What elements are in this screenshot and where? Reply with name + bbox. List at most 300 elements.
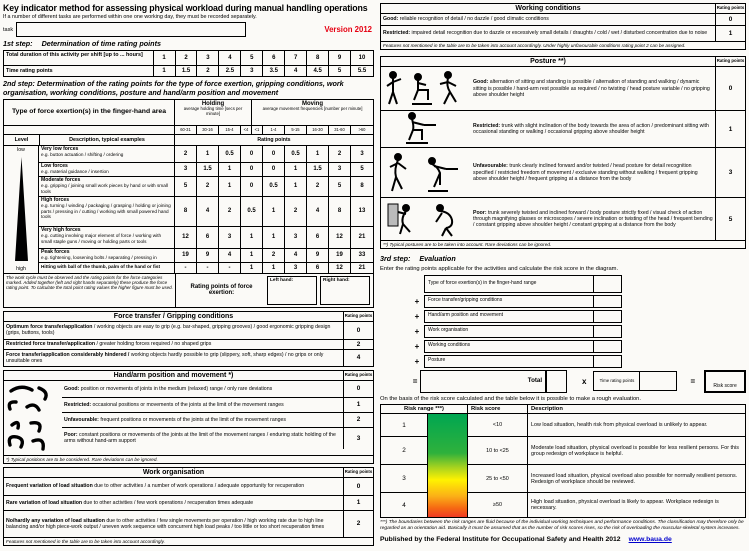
force-table-header bbox=[4, 100, 373, 145]
risk-score-cell: 25 to <50 bbox=[467, 464, 527, 492]
workcond-footnote: Features not mentioned in the table are to be taken into account accordingly. Under highly unfavourable conditions rating point 2 can be assigned. bbox=[381, 41, 745, 49]
diagram-row-label: Force transfer/gripping conditions bbox=[424, 295, 594, 308]
force-row-example: e.g. turning / winding / packaging / grasping / holding or joining parts / pressing in / cutting / working with small powered hand tools bbox=[41, 203, 171, 219]
rating-cell: 12 bbox=[175, 227, 197, 248]
rating-cell: - bbox=[197, 263, 219, 273]
rating-cell: 0 bbox=[715, 67, 745, 110]
table-row bbox=[62, 381, 373, 397]
task-row bbox=[3, 22, 374, 37]
rating-cell: 8 bbox=[175, 197, 197, 226]
table-row bbox=[381, 14, 745, 25]
handarm-row-text bbox=[62, 428, 343, 449]
handarm-title: Hand/arm position and movement *) bbox=[113, 371, 234, 379]
risk-range-cell: 3 bbox=[381, 464, 427, 492]
tick-label: 60-31 bbox=[175, 126, 197, 134]
page-subtitle: If a number of different tasks are performed within one one working day, they must be recorded separately. bbox=[3, 14, 257, 20]
workorg-header bbox=[4, 468, 373, 478]
posture-pictogram-cell bbox=[381, 148, 471, 197]
table-row bbox=[39, 146, 373, 162]
plus-sign: + bbox=[414, 326, 420, 336]
rating-cell: 9 bbox=[307, 249, 329, 262]
step1-heading-label: 1st step: bbox=[3, 39, 33, 48]
force-header-labels bbox=[4, 135, 174, 145]
workorg-title: Work organisation bbox=[142, 468, 205, 476]
row-lead: No/hardly any variation of load situation bbox=[6, 517, 105, 524]
publisher-line bbox=[380, 536, 746, 543]
rating-cell: 0 bbox=[343, 381, 373, 397]
risk-desc-cell: High load situation, physical overload is likely to appear. Workplace redesign is necessary. bbox=[527, 492, 745, 517]
risk-desc-header: Description bbox=[527, 405, 745, 414]
table-row bbox=[39, 226, 373, 248]
risk-score-cell: 10 to <25 bbox=[467, 436, 527, 464]
handarm-header bbox=[4, 371, 373, 381]
posture-header bbox=[381, 57, 745, 67]
row-rest: / working objects are easy to grip (e.g. bar-shaped, gripping grooves) / good ergonomic gripping design (grips, buttons, tools) bbox=[6, 323, 331, 337]
workcond-row-text bbox=[381, 14, 715, 25]
handarm-points-box[interactable] bbox=[594, 310, 622, 323]
step3-heading-label: 3rd step: bbox=[380, 254, 411, 264]
step3-heading bbox=[380, 255, 746, 263]
rating-cell: 3 bbox=[219, 227, 241, 248]
rating-cell: 1 bbox=[285, 177, 307, 196]
table-row bbox=[39, 162, 373, 176]
rating-cell: 2 bbox=[329, 146, 351, 162]
force-row-name: Very high forces bbox=[41, 226, 81, 233]
posture-row-text bbox=[471, 111, 715, 147]
rating-cell: 3 bbox=[329, 163, 351, 176]
rating-points-header: Rating points bbox=[715, 57, 745, 66]
step1-heading-rest: Determination of time rating points bbox=[41, 39, 161, 48]
row-lead: Good: bbox=[473, 79, 489, 86]
rating-cell: 0 bbox=[343, 322, 373, 339]
handarm-table bbox=[3, 370, 374, 464]
row-rest: reliable recognition of detail / no dazzle / good climatic conditions bbox=[398, 16, 549, 23]
force-row-name: Very low forces bbox=[41, 145, 79, 152]
posture-footnote: **) Typical postures are to be taken into account. Rare deviations can be ignored. bbox=[381, 240, 745, 248]
rating-cell: 1 bbox=[241, 249, 263, 262]
duration-cell: 8 bbox=[307, 51, 329, 65]
rating-cell: 1.5 bbox=[307, 163, 329, 176]
working-conditions-table bbox=[380, 3, 746, 50]
duration-cell: 6 bbox=[263, 51, 285, 65]
force-row-example: e.g. gripping / joining small work pieces by hand or with small tools bbox=[41, 183, 168, 194]
rating-cell: 5 bbox=[175, 177, 197, 196]
grip-points-box[interactable] bbox=[594, 295, 622, 308]
basis-line: On the basis of the risk score calculated and the table below it is possible to make a rough evaluation. bbox=[380, 395, 642, 402]
table-row bbox=[39, 262, 373, 273]
rating-cell: 2 bbox=[263, 249, 285, 262]
rating-cell: 3 bbox=[343, 428, 373, 449]
duration-cell: 3 bbox=[197, 51, 219, 65]
rating-cell: 1 bbox=[263, 227, 285, 248]
times-sign: x bbox=[582, 376, 587, 386]
rating-cell: 21 bbox=[358, 234, 366, 241]
plus-sign: + bbox=[414, 356, 420, 366]
tick-label: <4 bbox=[241, 126, 252, 134]
risk-score-box[interactable] bbox=[704, 370, 746, 393]
step2-heading-label: 2nd step: bbox=[3, 79, 35, 89]
risk-score-header: Risk score bbox=[467, 405, 527, 414]
time-points-cell: 5 bbox=[329, 66, 351, 76]
baua-link[interactable]: www.baua.de bbox=[628, 535, 672, 543]
time-points-cell: 1 bbox=[154, 66, 176, 76]
rating-cell: 2 bbox=[219, 197, 241, 226]
rating-points-header: Rating points bbox=[343, 312, 373, 321]
rating-cell: 4 bbox=[343, 350, 373, 366]
rating-cell: 1 bbox=[715, 26, 745, 41]
table-row bbox=[4, 495, 373, 510]
duration-cell: 1 bbox=[154, 51, 176, 65]
rating-cell: 0 bbox=[263, 163, 285, 176]
duration-label: Total duration of this activity per shift [up to ... hours] bbox=[4, 51, 154, 65]
task-label: task bbox=[3, 26, 14, 33]
rating-cell: 1 bbox=[343, 496, 373, 510]
time-points-cell: 2 bbox=[197, 66, 219, 76]
moving-sublabel: average movement frequencies [number per minute] bbox=[262, 106, 363, 112]
workorg-row-text bbox=[4, 496, 343, 510]
rating-cell: 3 bbox=[175, 163, 197, 176]
force-row-name: Low forces bbox=[41, 162, 68, 169]
holding-header bbox=[175, 100, 252, 125]
step2-heading bbox=[3, 80, 374, 97]
time-points-cell: 5.5 bbox=[357, 68, 367, 75]
grip-title: Force transfer / Gripping conditions bbox=[113, 312, 234, 320]
risk-evaluation-table bbox=[380, 404, 746, 519]
force-row-desc bbox=[39, 146, 175, 162]
row-lead: Optimum force transfer/application bbox=[6, 323, 93, 330]
task-input[interactable] bbox=[16, 22, 246, 37]
publisher-text: Published by the Federal Institute for Occupational Safety and Health 2012 bbox=[380, 535, 621, 543]
table-row bbox=[4, 51, 373, 65]
posture-unfavourable-pictogram-icon bbox=[384, 151, 466, 195]
duration-cell: 2 bbox=[176, 51, 198, 65]
rating-cell: 0.5 bbox=[241, 197, 263, 226]
force-row-name: Peak forces bbox=[41, 248, 70, 255]
force-row-name: High forces bbox=[41, 196, 70, 203]
risk-desc-cell: Low load situation, health risk from physical overload is unlikely to appear. bbox=[527, 413, 745, 436]
rating-cell: 0 bbox=[241, 177, 263, 196]
rating-cell: 1 bbox=[241, 227, 263, 248]
diagram-row-label: Work organisation bbox=[424, 325, 594, 338]
handarm-row-text bbox=[62, 413, 343, 427]
rating-cell: 1 bbox=[307, 146, 329, 162]
right-hand-box[interactable] bbox=[320, 276, 370, 305]
left-hand-box[interactable] bbox=[267, 276, 317, 305]
row-rest: due to other activities / few work operations / recuperation times adequate bbox=[82, 499, 254, 506]
rating-cell: 21 bbox=[358, 264, 366, 271]
posture-title: Posture **) bbox=[530, 58, 566, 66]
risk-desc-cell: Moderate load situation, physical overload is possible for less resilient persons. For this group redesign of workplace is helpful. bbox=[527, 436, 745, 464]
workcond-points-box[interactable] bbox=[594, 340, 622, 353]
grip-row-text bbox=[4, 322, 343, 339]
diagram-row-label: Posture bbox=[424, 355, 594, 368]
rating-cell: 33 bbox=[358, 252, 366, 259]
row-rest: occasional positions or movements of the joints at the limit of the movement ranges bbox=[91, 401, 284, 408]
total-box[interactable] bbox=[546, 370, 567, 393]
version-badge: Version 2012 bbox=[324, 25, 372, 34]
risk-score-cell: <10 bbox=[467, 413, 527, 436]
posture-row-text bbox=[471, 148, 715, 197]
row-rest: trunk severely twisted and inclined forward / body posture strictly fixed / visual check of action through magnifying glasses or microscopes / severe inclination or twisting of the head / frequent bending / constant gripping above shoulder height / constant gripping at a distance from the body bbox=[473, 209, 713, 229]
rating-cell: 1 bbox=[241, 263, 263, 273]
handarm-row-text bbox=[62, 381, 343, 397]
table-row bbox=[381, 110, 745, 147]
step2-heading-rest: Determination of the rating points for the type of force exertion, gripping conditions, work organisation, working conditions, posture and hand/arm position and movement bbox=[3, 79, 344, 97]
tick-row bbox=[175, 126, 373, 135]
risk-range-cell: 4 bbox=[381, 492, 427, 517]
force-row-name: Moderate forces bbox=[41, 176, 81, 183]
rating-cell: 3 bbox=[285, 263, 307, 273]
risk-desc-cell: Increased load situation, physical overload also possible for normally resilient persons. Redesign of workplace should be reviewed. bbox=[527, 464, 745, 492]
posture-poor-pictogram-icon bbox=[384, 200, 466, 238]
force-exertion-table bbox=[3, 99, 374, 308]
time-rating-box bbox=[593, 371, 677, 391]
rating-points-header: Rating points bbox=[343, 371, 373, 380]
rating-cell: 1 bbox=[285, 163, 307, 176]
workcond-row-text bbox=[381, 26, 715, 41]
row-lead: Restricted: bbox=[383, 30, 411, 37]
handarm-body bbox=[4, 381, 373, 455]
tick-label: 1-4 bbox=[263, 126, 285, 134]
time-points-cell: 2.5 bbox=[219, 66, 241, 76]
table-row bbox=[4, 478, 373, 495]
rating-cell: 2 bbox=[307, 177, 329, 196]
force-header-left bbox=[4, 100, 175, 145]
posture-row-text bbox=[471, 67, 715, 110]
row-rest: constant positions or movements of the joints at the limit of the movement ranges / enduring static holding of the arms without hand-arm support bbox=[64, 432, 336, 445]
force-note: The work cycle must be observed and the rating points for the force categories marked. Added together (left and right hands separately) these produce the force rating point. To calculate the total point rating values the higher figure must be used. bbox=[4, 274, 176, 307]
level-wedge-icon bbox=[15, 157, 28, 261]
diagram-row-label: Hand/arm position and movement bbox=[424, 310, 594, 323]
table-row bbox=[4, 339, 373, 349]
posture-table bbox=[380, 56, 746, 249]
tick-label: <1 bbox=[252, 126, 263, 134]
grip-row-text bbox=[4, 340, 343, 349]
row-lead: Poor: bbox=[473, 209, 487, 216]
table-row bbox=[381, 147, 745, 197]
rating-cell: 1 bbox=[263, 263, 285, 273]
rating-cell: 0 bbox=[263, 146, 285, 162]
force-row-example: e.g. material guidance / insertion bbox=[41, 169, 109, 175]
holding-moving-row bbox=[175, 100, 373, 126]
table-row bbox=[4, 349, 373, 366]
total-label: Total bbox=[420, 370, 546, 393]
row-rest: trunk with slight inclination of the body towards the area of action / predominant sitting with occasional standing or walking / occasional gripping above shoulder height bbox=[473, 123, 709, 136]
level-high-label: high bbox=[16, 265, 26, 272]
level-column bbox=[4, 146, 39, 273]
force-points-box[interactable] bbox=[594, 275, 622, 293]
left-hand-label: Left hand: bbox=[270, 277, 294, 283]
diagram-row-label: Working conditions bbox=[424, 340, 594, 353]
rating-cell: - bbox=[219, 263, 241, 273]
moving-label: Moving bbox=[302, 100, 323, 107]
rating-cell: 2 bbox=[343, 511, 373, 537]
description-header: Description, typical examples bbox=[69, 136, 145, 143]
time-points-cell: 4.5 bbox=[307, 66, 329, 76]
force-table-footer bbox=[4, 273, 373, 307]
rating-cell: 13 bbox=[358, 208, 366, 215]
posture-pictogram-cell bbox=[381, 67, 471, 110]
table-row bbox=[4, 322, 373, 339]
force-row-desc bbox=[39, 249, 175, 262]
time-rating-label: Time rating points bbox=[594, 372, 640, 390]
step3-instruction: Enter the rating points applicable for the activities and calculate the risk score in the diagram. bbox=[380, 265, 619, 272]
duration-cell: 5 bbox=[241, 51, 263, 65]
rating-cell: 1 bbox=[219, 177, 241, 196]
grip-header bbox=[4, 312, 373, 322]
rating-cell: 0.5 bbox=[285, 146, 307, 162]
holding-label: Holding bbox=[201, 100, 225, 107]
rating-cell: 12 bbox=[329, 227, 351, 248]
rating-cell: 2 bbox=[343, 413, 373, 427]
force-header-blank bbox=[4, 126, 174, 135]
page-title: Key indicator method for assessing physical workload during manual handling operations bbox=[3, 3, 368, 13]
table-row bbox=[381, 25, 745, 41]
rating-cell: 1.5 bbox=[197, 163, 219, 176]
posture-points-box[interactable] bbox=[594, 355, 622, 368]
diagram-row-label: Type of force exertion(s) in the finger-hand range bbox=[424, 275, 594, 293]
plus-sign: + bbox=[414, 311, 420, 321]
risk-gradient-bar bbox=[427, 413, 467, 517]
rating-cell: 2 bbox=[343, 340, 373, 349]
rating-cell: 0.5 bbox=[219, 146, 241, 162]
rating-points-header: Rating points bbox=[343, 468, 373, 477]
rating-cell: 6 bbox=[307, 227, 329, 248]
tick-label: 16-30 bbox=[307, 126, 329, 134]
rating-cell: 8 bbox=[360, 183, 364, 190]
rating-cell: 9 bbox=[197, 249, 219, 262]
rating-cell: 3 bbox=[715, 148, 745, 197]
workorg-row-text bbox=[4, 511, 343, 537]
handarm-pictogram-cell bbox=[4, 381, 62, 455]
table-row bbox=[62, 427, 373, 449]
time-rating-value-box[interactable] bbox=[640, 372, 676, 390]
rating-cell: 0 bbox=[241, 146, 263, 162]
rating-cell: 6 bbox=[307, 263, 329, 273]
force-row-name: Hitting with ball of the thumb, palm of the hand or fist bbox=[41, 263, 161, 269]
plus-sign: + bbox=[414, 296, 420, 306]
plus-sign: + bbox=[414, 341, 420, 351]
step3-heading-rest: Evaluation bbox=[419, 254, 456, 264]
row-rest: position or movements of joints in the medium (relaxed) range / only rare deviations bbox=[79, 385, 273, 392]
table-row bbox=[62, 412, 373, 427]
row-lead: Good: bbox=[383, 16, 399, 23]
rating-cell: 0 bbox=[715, 14, 745, 25]
row-lead: Rare variation of load situation bbox=[6, 499, 83, 506]
table-row bbox=[39, 176, 373, 196]
row-rest: trunk clearly inclined forward and/or twisted / head posture for detail recognition specified / restricted freedom of movement / exclusive standing without walking / frequent gripping above shoulder height / frequent gripping at a distance from the body bbox=[473, 163, 698, 182]
row-rest: due to other activities / few single movements per operation / high working rate due to high line balancing and/or high piece-work output / uneven work sequence with concurrent high load peaks / too little or too short recuperation times bbox=[6, 517, 325, 530]
moving-header bbox=[252, 100, 373, 125]
risk-range-cell: 1 bbox=[381, 413, 427, 436]
tick-label: 15-4 bbox=[219, 126, 241, 134]
row-rest: impaired detail recognition due to dazzle or excessively small details / draughts / cold / wet / disturbed concentration due to noise bbox=[410, 30, 708, 37]
table-row bbox=[39, 248, 373, 262]
risk-footnote: ***) The boundaries between the risk ranges are fluid because of the individual working techniques and performance conditions. The classification may therefore only be regarded as an orientation aid. Basically it must be assumed that as the number of risk scores rises, so the risk of overloading the muscular-skeletal system increases. bbox=[380, 520, 744, 531]
force-row-desc bbox=[39, 197, 175, 226]
row-rest: working objects hardly possible to grip (slippery, soft, sharp edges) / no grips or only unsuitable ones bbox=[6, 351, 324, 364]
risk-score-cell: ≥50 bbox=[467, 492, 527, 517]
rating-cell: 1 bbox=[715, 111, 745, 147]
force-row-example: e.g. tightening, loosening bolts / separating / pressing in bbox=[41, 255, 157, 261]
workcond-header bbox=[381, 4, 745, 14]
time-points-cell: 3.5 bbox=[263, 66, 285, 76]
row-lead: Frequent variation of load situation bbox=[6, 483, 93, 490]
diagram-total-row bbox=[410, 370, 746, 393]
row-lead: Restricted: bbox=[64, 401, 92, 408]
rating-cell: 1 bbox=[197, 146, 219, 162]
force-rows bbox=[39, 146, 373, 273]
force-header-right bbox=[175, 100, 373, 145]
force-row-desc bbox=[39, 263, 175, 273]
row-lead: Unfavourable: bbox=[473, 163, 508, 170]
time-points-label: Time rating points bbox=[4, 66, 154, 76]
rating-cell: 3 bbox=[360, 150, 364, 157]
diagram-row bbox=[410, 295, 746, 308]
rating-cell: - bbox=[175, 263, 197, 273]
posture-good-pictogram-icon bbox=[384, 70, 466, 108]
rating-cell: 5 bbox=[360, 166, 364, 173]
workorg-points-box[interactable] bbox=[594, 325, 622, 338]
posture-row-text bbox=[471, 198, 715, 240]
diagram-row bbox=[410, 355, 746, 368]
force-result-label: Rating points of force exertion: bbox=[190, 284, 253, 297]
time-rating-table bbox=[3, 50, 374, 77]
diagram-row bbox=[410, 340, 746, 353]
rating-cell: 5 bbox=[715, 198, 745, 240]
risk-range-cell: 2 bbox=[381, 436, 427, 464]
handarm-footnote: *) Typical positions are to be considered. Rare deviations can be ignored. bbox=[4, 455, 373, 463]
tick-label: 5-15 bbox=[285, 126, 307, 134]
hand-wrist-pictogram-icon bbox=[6, 383, 58, 453]
duration-cell: 4 bbox=[219, 51, 241, 65]
duration-cell: 10 bbox=[358, 55, 366, 62]
table-row bbox=[381, 197, 745, 240]
diagram-row bbox=[410, 325, 746, 338]
rating-cell: 0 bbox=[241, 163, 263, 176]
level-low-label: low bbox=[17, 146, 25, 153]
force-row-desc bbox=[39, 177, 175, 196]
row-lead: Force transfer/application considerably hindered / bbox=[6, 351, 130, 358]
rating-cell: 4 bbox=[219, 249, 241, 262]
row-rest: frequent positions or movements of the joints at the limit of the movement ranges bbox=[98, 416, 287, 423]
rating-cell: 19 bbox=[329, 249, 351, 262]
force-row-example: e.g. button actuation / shifting / ordering bbox=[41, 152, 124, 158]
diagram-row bbox=[410, 275, 746, 293]
step1-heading bbox=[3, 40, 374, 48]
handarm-rows bbox=[62, 381, 373, 455]
rating-cell: 2 bbox=[285, 197, 307, 226]
workorg-footnote: Features not mentioned in the table are to be taken into account accordingly. bbox=[4, 537, 373, 545]
time-points-cell: 3 bbox=[241, 66, 263, 76]
rating-cell: 8 bbox=[329, 197, 351, 226]
diagram-row bbox=[410, 310, 746, 323]
row-lead: Unfavourable: bbox=[64, 416, 99, 423]
row-lead: Restricted: bbox=[473, 123, 501, 130]
duration-cell: 7 bbox=[285, 51, 307, 65]
holding-sublabel: average holding time [secs per minute] bbox=[183, 106, 243, 117]
right-column bbox=[380, 3, 746, 543]
rating-cell: 3 bbox=[285, 227, 307, 248]
left-column bbox=[3, 3, 374, 546]
rating-cell: 4 bbox=[307, 197, 329, 226]
time-points-cell: 1.5 bbox=[176, 66, 198, 76]
level-header: Level bbox=[4, 135, 40, 145]
tick-label: >60 bbox=[358, 127, 366, 133]
grip-row-text bbox=[4, 350, 343, 366]
handarm-row-text bbox=[62, 398, 343, 412]
workorg-row-text bbox=[4, 478, 343, 495]
